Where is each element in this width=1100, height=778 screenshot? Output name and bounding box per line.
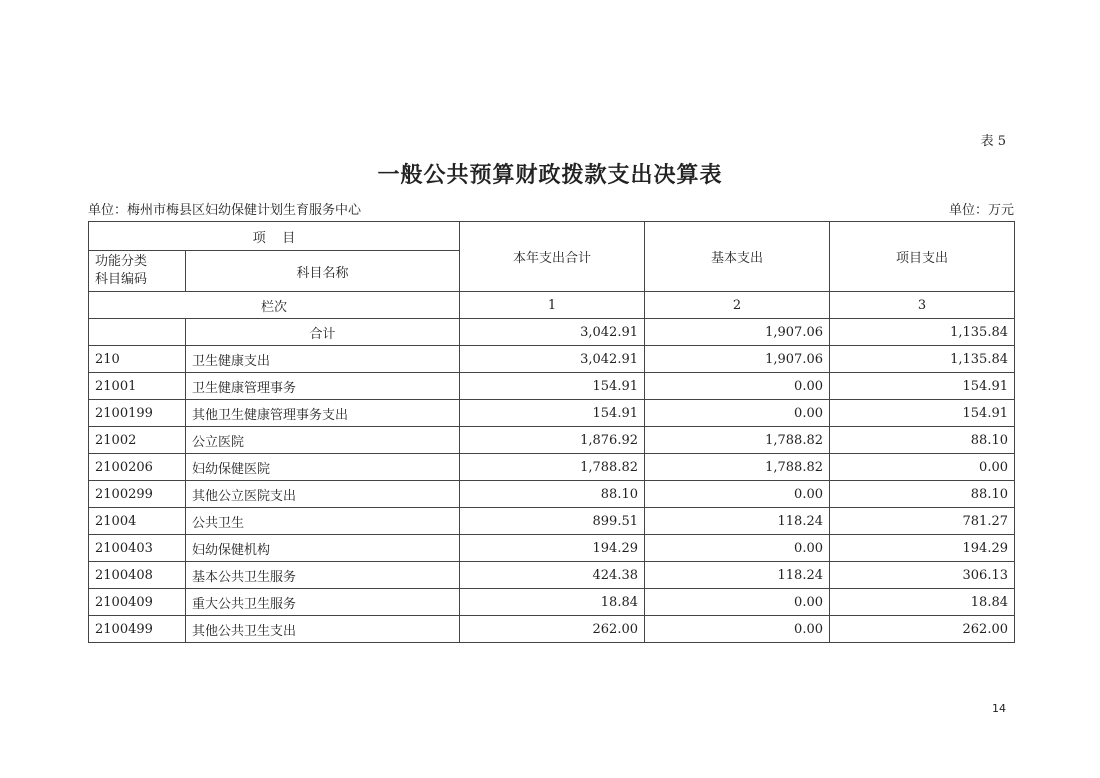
row-name: 公立医院 (186, 427, 460, 454)
row-code: 2100408 (89, 562, 186, 589)
sequence-row (89, 292, 1015, 319)
row-name: 其他公立医院支出 (186, 481, 460, 508)
row-project: 781.27 (830, 508, 1015, 535)
document-title: 一般公共预算财政拨款支出决算表 (377, 162, 723, 188)
row-name: 基本公共卫生服务 (186, 562, 460, 589)
table-row (89, 400, 1015, 427)
sum-basic: 1,907.06 (645, 319, 830, 346)
row-total: 899.51 (460, 508, 645, 535)
row-code: 2100199 (89, 400, 186, 427)
header-item: 项 目 (89, 222, 460, 251)
table-row (89, 616, 1015, 643)
row-project: 88.10 (830, 481, 1015, 508)
row-code: 21002 (89, 427, 186, 454)
row-total: 88.10 (460, 481, 645, 508)
expenditure-table (88, 221, 1015, 643)
table-row (89, 481, 1015, 508)
row-name: 重大公共卫生服务 (186, 589, 460, 616)
row-project: 88.10 (830, 427, 1015, 454)
row-project: 306.13 (830, 562, 1015, 589)
sequence-1: 1 (460, 292, 645, 319)
header-row (89, 222, 1015, 251)
sum-code (89, 319, 186, 346)
row-code: 2100403 (89, 535, 186, 562)
row-total: 154.91 (460, 373, 645, 400)
table-row (89, 346, 1015, 373)
table-row (89, 508, 1015, 535)
table-number: 表 5 (980, 134, 1006, 149)
row-total: 194.29 (460, 535, 645, 562)
row-code: 210 (89, 346, 186, 373)
row-basic: 0.00 (645, 589, 830, 616)
row-basic: 0.00 (645, 400, 830, 427)
table-row (89, 427, 1015, 454)
row-project: 154.91 (830, 373, 1015, 400)
currency-unit: 单位：万元 (948, 203, 1014, 218)
header-code (89, 251, 186, 292)
sum-label: 合计 (186, 319, 460, 346)
header-basic: 基本支出 (645, 222, 830, 292)
row-code: 2100206 (89, 454, 186, 481)
sum-total: 3,042.91 (460, 319, 645, 346)
header-total: 本年支出合计 (460, 222, 645, 292)
row-project: 194.29 (830, 535, 1015, 562)
row-total: 154.91 (460, 400, 645, 427)
row-name: 妇幼保健机构 (186, 535, 460, 562)
table-row (89, 562, 1015, 589)
row-basic: 0.00 (645, 616, 830, 643)
sum-project: 1,135.84 (830, 319, 1015, 346)
row-name: 其他公共卫生支出 (186, 616, 460, 643)
sequence-3: 3 (830, 292, 1015, 319)
row-name: 卫生健康支出 (186, 346, 460, 373)
header-code-line1: 功能分类 (95, 254, 148, 269)
row-name: 妇幼保健医院 (186, 454, 460, 481)
row-code: 2100409 (89, 589, 186, 616)
row-basic: 118.24 (645, 562, 830, 589)
row-code: 21001 (89, 373, 186, 400)
row-basic: 0.00 (645, 373, 830, 400)
row-project: 262.00 (830, 616, 1015, 643)
row-code: 21004 (89, 508, 186, 535)
row-total: 1,788.82 (460, 454, 645, 481)
table-row (89, 589, 1015, 616)
row-code: 2100499 (89, 616, 186, 643)
table-row (89, 454, 1015, 481)
sum-row (89, 319, 1015, 346)
row-basic: 1,907.06 (645, 346, 830, 373)
row-total: 18.84 (460, 589, 645, 616)
row-name: 其他卫生健康管理事务支出 (186, 400, 460, 427)
row-basic: 1,788.82 (645, 427, 830, 454)
row-name: 卫生健康管理事务 (186, 373, 460, 400)
table-row (89, 373, 1015, 400)
row-project: 18.84 (830, 589, 1015, 616)
unit-line (88, 199, 1014, 218)
row-total: 262.00 (460, 616, 645, 643)
row-name: 公共卫生 (186, 508, 460, 535)
header-project: 项目支出 (830, 222, 1015, 292)
organization-unit: 单位：梅州市梅县区妇幼保健计划生育服务中心 (88, 203, 362, 218)
sequence-label: 栏次 (89, 292, 460, 319)
row-code: 2100299 (89, 481, 186, 508)
row-project: 154.91 (830, 400, 1015, 427)
header-name: 科目名称 (186, 251, 460, 292)
row-total: 1,876.92 (460, 427, 645, 454)
row-basic: 118.24 (645, 508, 830, 535)
header-code-line2: 科目编码 (95, 272, 148, 287)
row-basic: 0.00 (645, 535, 830, 562)
row-basic: 1,788.82 (645, 454, 830, 481)
table-row (89, 535, 1015, 562)
page-number: 14 (992, 702, 1006, 715)
row-total: 3,042.91 (460, 346, 645, 373)
row-basic: 0.00 (645, 481, 830, 508)
row-total: 424.38 (460, 562, 645, 589)
row-project: 1,135.84 (830, 346, 1015, 373)
row-project: 0.00 (830, 454, 1015, 481)
sequence-2: 2 (645, 292, 830, 319)
